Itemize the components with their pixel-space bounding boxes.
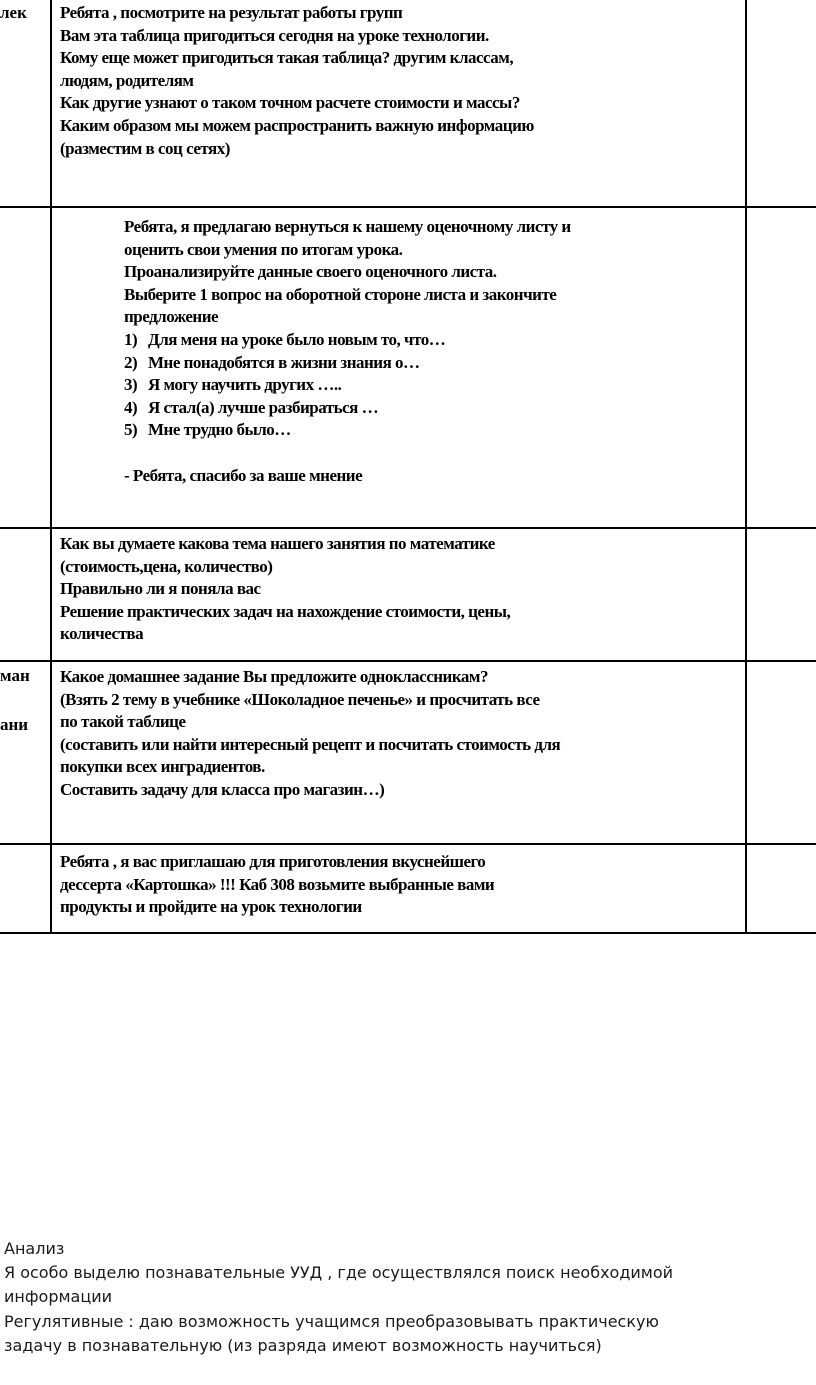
text-line: Составить задачу для класса про магазин…) <box>60 779 385 799</box>
list-text: Для меня на уроке было новым то, что… <box>148 329 446 349</box>
list-text: Я могу научить других ….. <box>148 375 342 395</box>
text-line: (разместим в соц сетях) <box>60 138 230 158</box>
text-line: людям, родителям <box>60 70 194 90</box>
text-line: - Ребята, спасибо за ваше мнение <box>124 465 363 485</box>
table-border-col-right <box>745 0 747 934</box>
list-item <box>124 419 571 442</box>
text-line: Каким образом мы можем распространить важную информацию <box>60 115 534 135</box>
left-cell-fragment: лек <box>0 3 27 22</box>
text-line: Решение практических задач на нахождение стоимости, цены, <box>60 601 511 621</box>
table-border-row4-bottom <box>0 843 816 845</box>
left-cell-fragment: ман <box>0 666 30 685</box>
text-line: Выберите 1 вопрос на оборотной стороне листа и закончите <box>124 284 557 304</box>
list-number: 3) <box>124 375 138 395</box>
list-number: 4) <box>124 397 138 417</box>
text-line: дессерта «Картошка» !!! Каб 308 возьмите выбранные вами <box>60 874 495 894</box>
row4-cell <box>60 666 560 802</box>
text-line: Как другие узнают о таком точном расчете стоимости и массы? <box>60 93 520 113</box>
list-item <box>124 352 571 375</box>
row5-cell <box>60 851 494 919</box>
row2-cell <box>124 216 571 487</box>
text-line: Какое домашнее задание Вы предложите одноклассникам? <box>60 667 488 686</box>
text-line: Правильно ли я поняла вас <box>60 579 261 599</box>
list-number: 2) <box>124 352 138 372</box>
table-border-row2-bottom <box>0 527 816 529</box>
list-text: Я стал(а) лучше разбираться … <box>148 397 379 417</box>
list-item <box>124 397 571 420</box>
table-border-row1-bottom <box>0 206 816 208</box>
list-text: Мне понадобятся в жизни знания о… <box>148 352 420 372</box>
analysis-title: Анализ <box>4 1239 65 1258</box>
table-border-bottom <box>0 932 816 934</box>
text-line: (составить или найти интересный рецепт и посчитать стоимость для <box>60 734 561 754</box>
text-line: Ребята, я предлагаю вернуться к нашему оценочному листу и <box>124 217 571 236</box>
analysis-line: Регулятивные : даю возможность учащимся преобразовывать практическую <box>4 1311 659 1331</box>
list-text: Мне трудно было… <box>148 420 291 440</box>
left-cell-fragment: ани <box>0 715 29 734</box>
text-line: (Взять 2 тему в учебнике «Шоколадное печенье» и просчитать все <box>60 689 540 709</box>
list-number: 1) <box>124 329 138 349</box>
row1-cell <box>60 2 534 160</box>
analysis-section <box>4 1237 673 1358</box>
table-border-row3-bottom <box>0 660 816 662</box>
text-line: количества <box>60 624 144 644</box>
text-line: Ребята , посмотрите на результат работы групп <box>60 3 403 22</box>
text-line <box>124 442 571 465</box>
text-line: по такой таблице <box>60 712 186 732</box>
row3-cell <box>60 533 510 646</box>
text-line: покупки всех инградиентов. <box>60 757 265 777</box>
text-line: Вам эта таблица пригодиться сегодня на уроке технологии. <box>60 25 489 45</box>
text-line: оценить свои умения по итогам урока. <box>124 239 403 259</box>
text-line: Ребята , я вас приглашаю для приготовления вкуснейшего <box>60 852 486 871</box>
text-line: предложение <box>124 307 219 327</box>
text-line: Кому еще может пригодиться такая таблица? другим классам, <box>60 48 514 68</box>
text-line: Проанализируйте данные своего оценочного листа. <box>124 262 497 282</box>
text-line: (стоимость,цена, количество) <box>60 556 273 576</box>
table-border-col-left <box>50 0 52 934</box>
text-line: Как вы думаете какова тема нашего занятия по математике <box>60 534 495 553</box>
text-line: продукты и пройдите на урок технологии <box>60 897 362 917</box>
analysis-line: Я особо выделю познавательные УУД , где осуществлялся поиск необходимой <box>4 1263 674 1283</box>
list-item <box>124 374 571 397</box>
analysis-line: информации <box>4 1287 113 1307</box>
list-number: 5) <box>124 420 138 440</box>
analysis-line: задачу в познавательную (из разряда имеют возможность научиться) <box>4 1335 602 1355</box>
list-item <box>124 329 571 352</box>
